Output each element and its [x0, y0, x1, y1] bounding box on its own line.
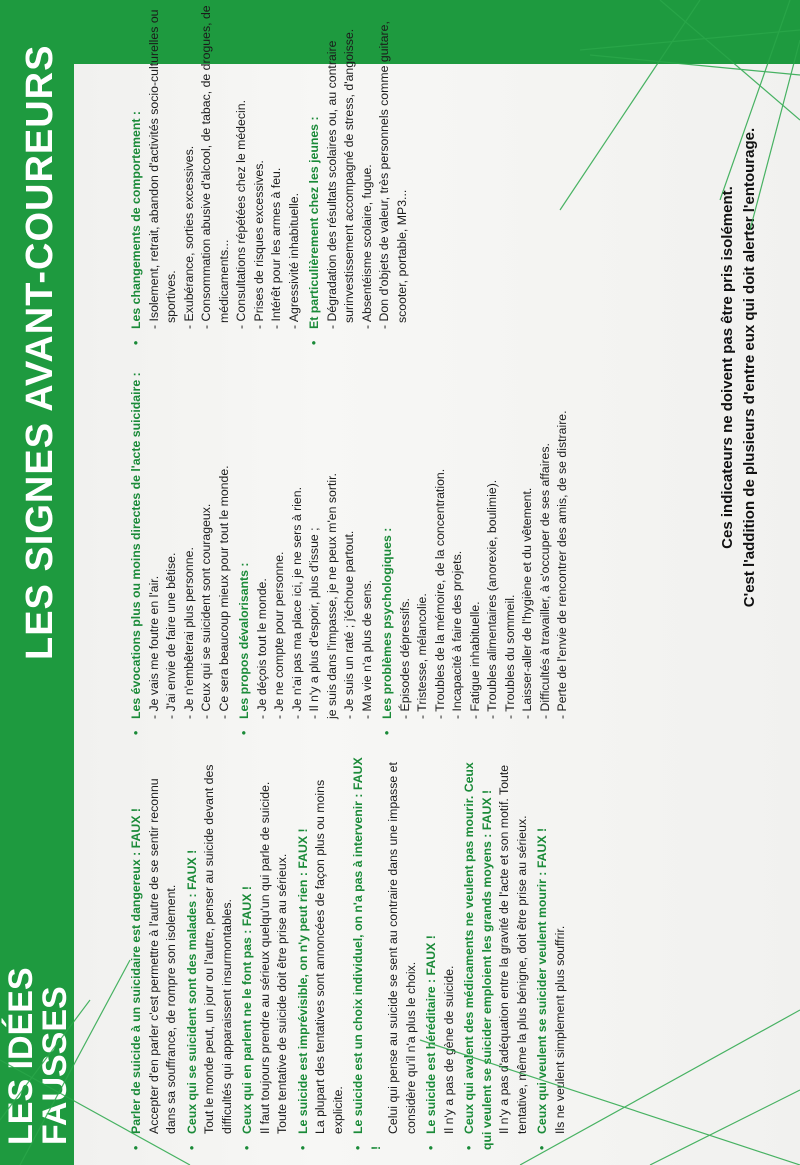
- bullet-icon: •: [129, 730, 143, 735]
- signe-line: - Isolement, retrait, abandon d'activités socio-culturelles ou sportives.: [146, 9, 178, 329]
- bullet-icon: •: [380, 730, 394, 735]
- signe-title: Les problèmes psychologiques :: [380, 527, 394, 719]
- idee-fausse-title: Ceux qui en parlent ne le font pas : FAUX !: [240, 885, 254, 1134]
- signe-line: - Troubles de la mémoire, de la concentration.: [432, 468, 447, 719]
- footer-line-1: Ces indicateurs ne doivent pas être pris isolément.: [719, 186, 736, 549]
- signe-line: - Je ne compte pour personne.: [272, 551, 286, 719]
- signe-title: Les évocations plus ou moins directes de l'acte suicidaire :: [129, 372, 143, 719]
- signe-line: - Je n'ai pas ma place ici, je ne sers à rien.: [289, 487, 304, 719]
- signe-line: - Consultations répétées chez le médecin.: [234, 100, 248, 329]
- idee-fausse-title: Le suicide est héréditaire : FAUX !: [424, 935, 438, 1134]
- signe-line: - Ce sera beaucoup mieux pour tout le monde.: [216, 465, 231, 719]
- title-idees: LES IDÉES: [2, 967, 40, 1145]
- footer-line-2: C'est l'addition de plusieurs d'entre eux qui doit alerter l'entourage.: [741, 127, 758, 608]
- signe-line: - Dégradation des résultats scolaires ou, au contraire surinvestissement accompagné de stress, d'angoisse.: [324, 28, 356, 329]
- signe-line: - Je déçois tout le monde.: [254, 578, 269, 719]
- idee-fausse-title: Parler de suicide à un suicidaire est dangereux : FAUX !: [129, 808, 143, 1134]
- bullet-icon: •: [129, 1145, 143, 1150]
- idee-fausse-text: Tout le monde peut, un jour ou l'autre, penser au suicide devant des difficultés qui apparaissent insurmontables.: [202, 764, 234, 1134]
- signe-line: - Je vais me foutre en l'air.: [146, 575, 161, 719]
- signe-title: Les changements de comportement :: [129, 111, 143, 329]
- signe-line: - Exubérance, sorties excessives.: [181, 145, 196, 329]
- idee-fausse-text: Il n'y a pas d'adéquation entre la gravité de l'acte et son motif. Toute tentative, même la plus bénigne, doit être prise au sérieux.: [497, 764, 529, 1134]
- signe-line: - Troubles du sommeil.: [502, 594, 517, 719]
- signe-line: - Tristesse, mélancolie.: [415, 593, 429, 719]
- idee-fausse-text: La plupart des tentatives sont annoncées de façon plus ou moins explicite.: [313, 779, 345, 1134]
- bullet-icon: •: [351, 1145, 365, 1150]
- idee-fausse-text: Celui qui pense au suicide se sent au contraire dans une impasse et considère qu'il n'a plus le choix.: [386, 762, 418, 1134]
- signe-line: - Je suis un raté ; j'échoue partout.: [342, 530, 356, 719]
- signe-line: - Difficultés à travailler, à s'occuper de ses affaires.: [537, 443, 552, 719]
- idee-fausse-text: Ils ne veulent simplement plus souffrir.: [552, 925, 567, 1134]
- signe-line: je suis dans l'impasse, je ne peux m'en sortir.: [324, 473, 339, 719]
- signe-line: - Don d'objets de valeur, très personnels comme guitare, scooter, portable, MP3...: [377, 21, 409, 329]
- idee-fausse-title: Le suicide est un choix individuel, on n'a pas à intervenir : FAUX !: [351, 757, 383, 1150]
- bullet-icon: •: [535, 1145, 549, 1150]
- signe-line: - Ceux qui se suicident sont courageux.: [199, 503, 213, 719]
- signe-line: - Prises de risques excessives.: [251, 160, 266, 329]
- signe-line: - Consommation abusive d'alcool, de tabac, de drogues, de médicaments...: [199, 5, 231, 329]
- signe-line: - Troubles alimentaires (anorexie, boulimie).: [485, 479, 499, 719]
- signe-line: - Laisser-aller de l'hygiène et du vêtement.: [520, 487, 534, 719]
- bullet-icon: •: [184, 1145, 199, 1150]
- signe-line: - Incapacité à faire des projets.: [450, 550, 464, 719]
- signe-line: - Agressivité inhabituelle.: [286, 192, 301, 329]
- idee-fausse-title: Ceux qui veulent se suicider veulent mourir : FAUX !: [535, 827, 549, 1134]
- idee-fausse-title: Le suicide est imprévisible, on n'y peut rien : FAUX !: [295, 828, 310, 1134]
- signe-line: - Absentéisme scolaire, fugue.: [359, 164, 374, 329]
- signe-line: - Épisodes dépressifs.: [397, 598, 412, 719]
- idee-fausse-text: Accepter d'en parler c'est permettre à l'autre de se sentir reconnu dans sa souffrance, de rompre son isolement.: [146, 778, 178, 1134]
- signe-line: - Intérêt pour les armes à feu.: [269, 167, 283, 329]
- bullet-icon: •: [424, 1145, 438, 1150]
- title-fausses: FAUSSES: [36, 986, 74, 1145]
- bullet-icon: •: [295, 1145, 310, 1150]
- signe-line: - Je n'embêterai plus personne.: [181, 547, 196, 719]
- idee-fausse-title: Ceux qui se suicident sont des malades : FAUX !: [184, 849, 199, 1134]
- signe-line: - Il n'y a plus d'espoir, plus d'issue ;: [307, 527, 321, 719]
- signe-line: - J'ai envie de faire une bêtise.: [164, 552, 178, 719]
- idee-fausse-text: Il faut toujours prendre au sérieux quelqu'un qui parle de suicide. Toute tentative de suicide doit être prise au sérieux.: [257, 781, 289, 1134]
- idee-fausse-text: Il n'y a pas de gène de suicide.: [441, 965, 456, 1134]
- idee-fausse-title: Ceux qui avalent des médicaments ne veulent pas mourir. Ceux qui veulent se suicider emploient les grands moyens : FAUX !: [462, 762, 494, 1150]
- signe-title: Les propos dévalorisants :: [237, 562, 251, 719]
- signe-line: - Ma vie n'a plus de sens.: [359, 579, 374, 719]
- bullet-icon: •: [307, 340, 321, 345]
- bullet-icon: •: [237, 730, 251, 735]
- bullet-icon: •: [129, 340, 143, 345]
- signe-title: Et particulièrement chez les jeunes :: [307, 116, 321, 329]
- bullet-icon: •: [240, 1145, 254, 1150]
- title-signes: LES SIGNES AVANT-COUREURS: [19, 44, 61, 660]
- signe-line: - Perte de l'envie de rencontrer des amis, de se distraire.: [555, 410, 569, 719]
- signe-line: - Fatigue inhabituelle.: [467, 601, 482, 719]
- bullet-icon: •: [462, 1145, 476, 1150]
